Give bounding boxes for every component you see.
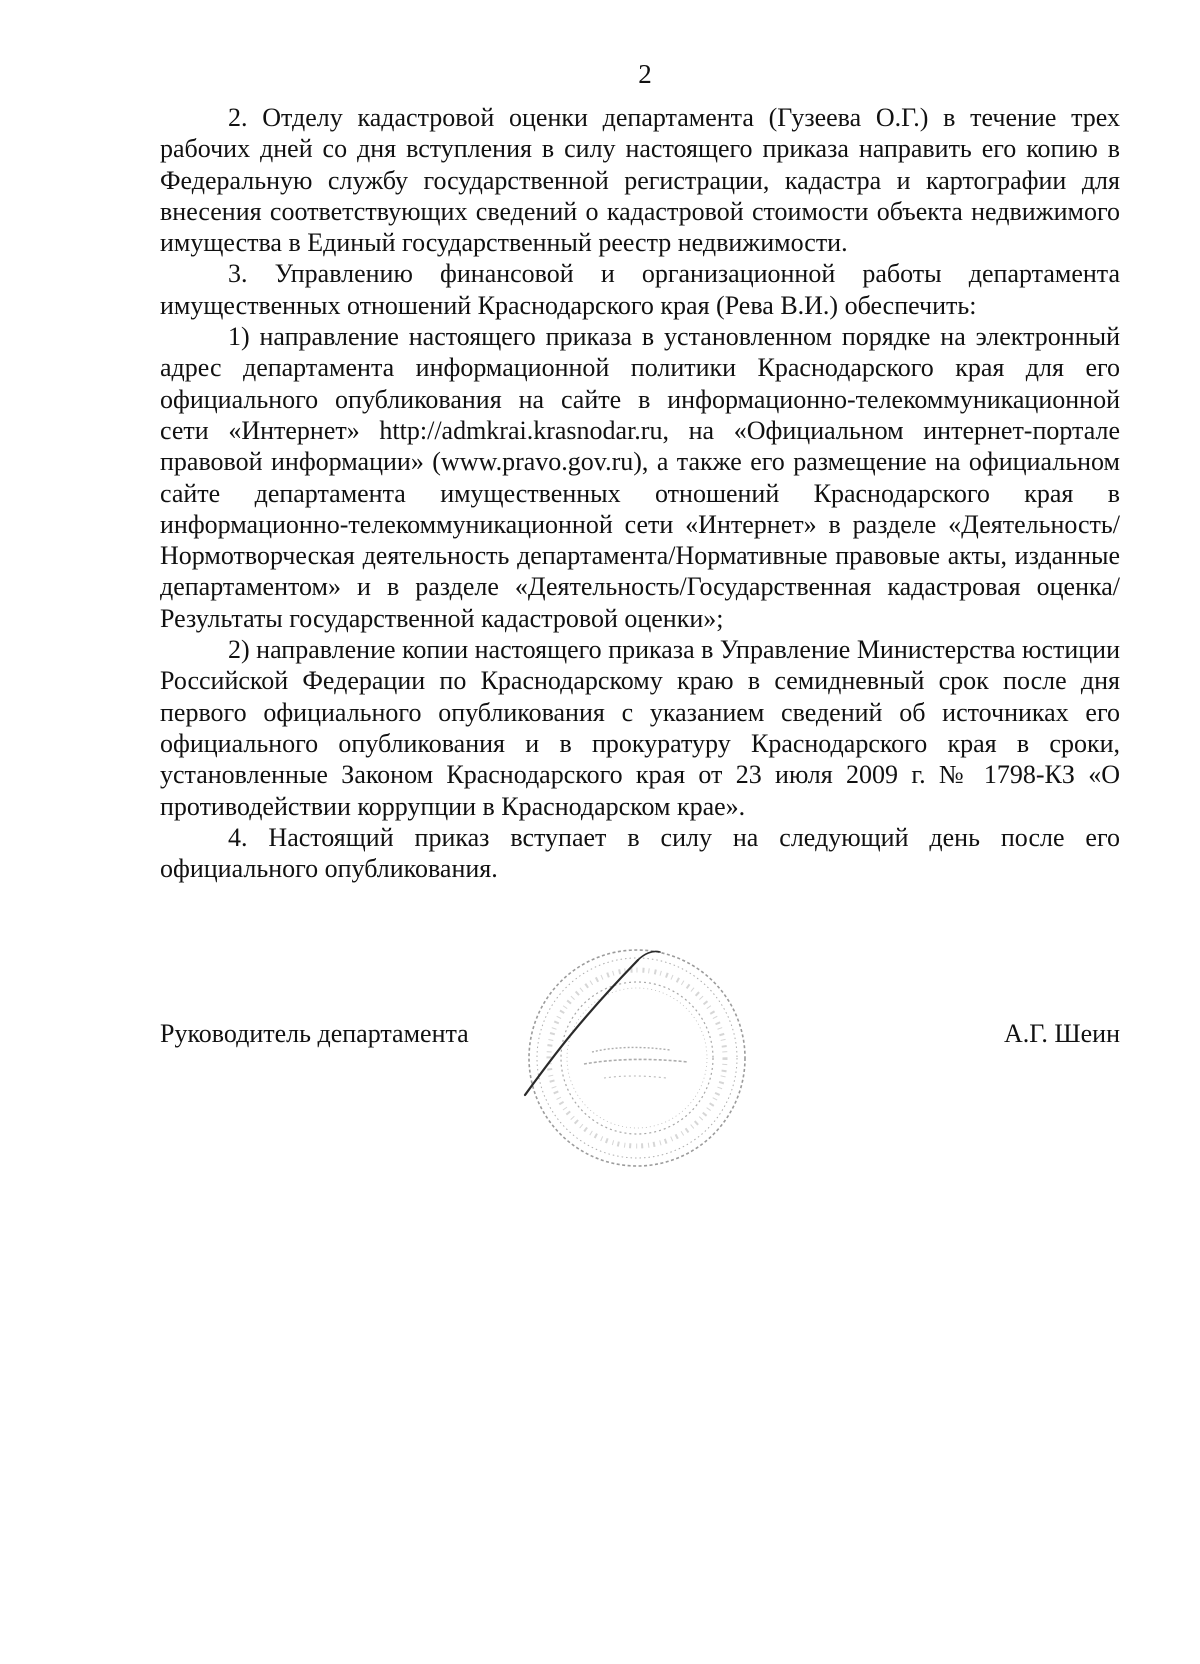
- paragraph-subitem-2: 2) направление копии настоящего приказа в Управление Министерства юстиции Российской Федерации по Краснодарскому краю в семидневный срок после дня первого официального опубликования с указанием сведений об источниках его официального опубликования и в прокуратуру Краснодарского края в сроки, установленные Законом Краснодарского края от 23 июля 2009 г. № 1798-КЗ «О противодействии коррупции в Краснодарском крае».: [160, 635, 1120, 821]
- paragraph-item-2: 2. Отделу кадастровой оценки департамента (Гузеева О.Г.) в течение трех рабочих дней со дня вступления в силу настоящего приказа направить его копию в Федеральную службу государственной регистрации, кадастра и картографии для внесения соответствующих сведений о кадастровой стоимости объекта недвижимого имущества в Единый государственный реестр недвижимости.: [160, 103, 1120, 258]
- signer-name: А.Г. Шеин: [1004, 1019, 1120, 1048]
- page-number: 2: [638, 59, 652, 89]
- official-seal-icon: [520, 940, 755, 1175]
- document-body: [160, 102, 1120, 884]
- paragraph-subitem-1: 1) направление настоящего приказа в установленном порядке на электронный адрес департамента информационной политики Краснодарского края для его официального опубликования на сайте в информационно-телекоммуникационной сети «Интернет» http://admkrai.krasnodar.ru, на «Официальном интернет-портале правовой информации» (www.pravo.gov.ru), а также его размещение на официальном сайте департамента имущественных отношений Краснодарского края в информационно-телекоммуникационной сети «Интернет» в разделе «Деятельность/Нормотворческая деятельность департамента/Нормативные правовые акты, изданные департаментом» и в разделе «Деятельность/Государственная кадастровая оценка/Результаты государственной кадастровой оценки»;: [160, 322, 1120, 633]
- signer-position: Руководитель департамента: [160, 1019, 469, 1048]
- paragraph-item-3: 3. Управлению финансовой и организационной работы департамента имущественных отношений Краснодарского края (Рева В.И.) обеспечить:: [160, 259, 1120, 320]
- paragraph-item-4: 4. Настоящий приказ вступает в силу на следующий день после его официального опубликования.: [160, 822, 1120, 884]
